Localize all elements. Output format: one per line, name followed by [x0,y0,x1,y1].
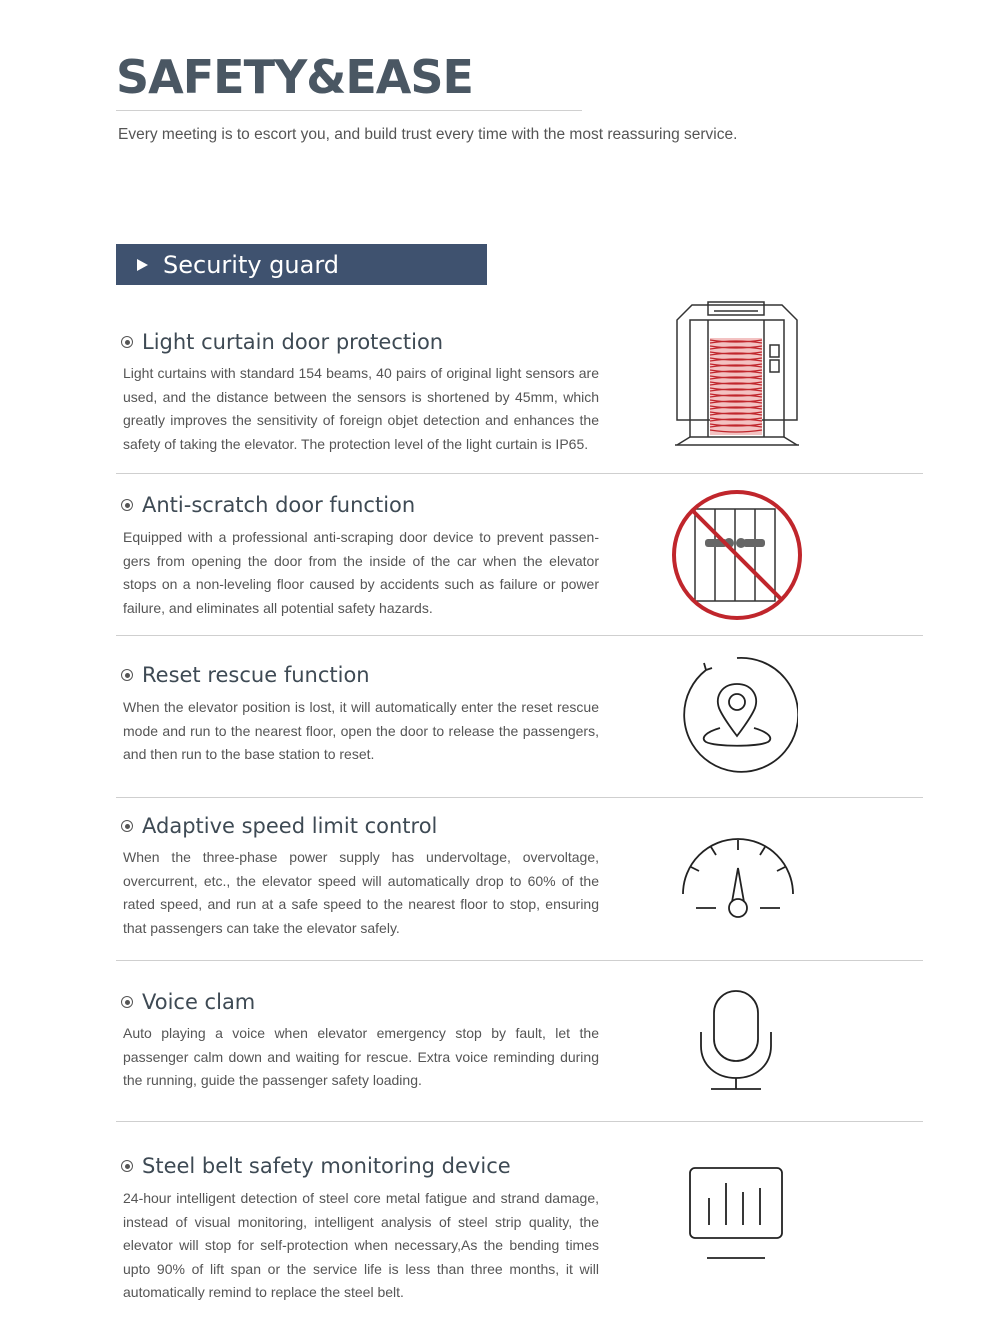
feature-heading [121,990,255,1014]
page-title: SAFETY&EASE [116,50,473,104]
feature-heading [121,663,370,687]
no-forced-door-opening-icon [669,487,805,623]
feature-title: Light curtain door protection [142,330,444,354]
section-divider [116,635,923,636]
banner-label: Security guard [163,250,340,279]
monitor-chart-icon [687,1165,785,1263]
microphone-icon [696,988,776,1094]
bullet-icon [121,669,133,681]
section-divider [116,473,923,474]
section-divider [116,960,923,961]
feature-heading [121,1154,511,1178]
bullet-icon [121,820,133,832]
title-divider [116,110,582,111]
feature-heading [121,330,443,354]
feature-heading [121,814,437,838]
feature-steel-belt [116,1154,923,1324]
feature-description: 24-hour intelligent detection of steel core metal fatigue and strand damage, instead of visual monitoring, intelligent analysis of steel strip quality, the elevator will stop for self-protection when necessary,As the bending times upto 90% of lift span or the service life is less than three months, it will automatically remind to replace the steel belt. [123,1190,599,1300]
section-banner [116,244,487,285]
feature-title: Steel belt safety monitoring device [142,1154,511,1178]
section-divider [116,797,923,798]
feature-title: Reset rescue function [142,663,370,687]
elevator-light-curtain-icon [672,300,802,455]
feature-light-curtain [116,330,923,475]
feature-voice-calm [116,990,923,1124]
page-subtitle: Every meeting is to escort you, and build trust every time with the most reassuring service. [118,126,738,143]
section-divider [116,1121,923,1122]
feature-title: Adaptive speed limit control [142,814,438,838]
feature-heading [121,493,415,517]
feature-speed-limit [116,814,923,962]
bullet-icon [121,499,133,511]
feature-description: When the elevator position is lost, it will automatically enter the reset rescue mode and run to the nearest floor, open the door to release the passengers, and then run to the base station to reset. [123,699,599,762]
location-reset-icon [676,654,798,776]
bullet-icon [121,996,133,1008]
feature-title: Voice clam [142,990,256,1014]
feature-reset-rescue [116,663,923,800]
feature-description: When the three-phase power supply has undervoltage, overvoltage, overcurrent, etc., the elevator speed will automatically drop to 60% of the rated speed, and run at a safe speed to the nearest floor to stop, ensuring that passengers can take the elevator safely. [123,849,599,936]
feature-title: Anti-scratch door function [142,493,416,517]
feature-description: Light curtains with standard 154 beams, 40 pairs of original light sensors are used, and the distance between the sensors is shortened by 45mm, which greatly improves the sensitivity of foreign objet detection and enhances the safety of taking the elevator. The protection level of the light curtain is IP65. [123,365,599,452]
speedometer-icon [678,836,798,922]
feature-description: Auto playing a voice when elevator emergency stop by fault, let the passenger calm down and waiting for rescue. Extra voice reminding during the running, guide the passenger safety loading. [123,1025,599,1088]
bullet-icon [121,336,133,348]
feature-anti-scratch [116,493,923,638]
play-triangle-icon [137,259,148,271]
feature-description: Equipped with a professional anti-scraping door device to prevent passen-gers from opening the door from the inside of the car when the elevator stops on a non-leveling floor caused by accidents such as failure or power failure, and eliminates all potential safety hazards. [123,529,599,616]
bullet-icon [121,1160,133,1172]
